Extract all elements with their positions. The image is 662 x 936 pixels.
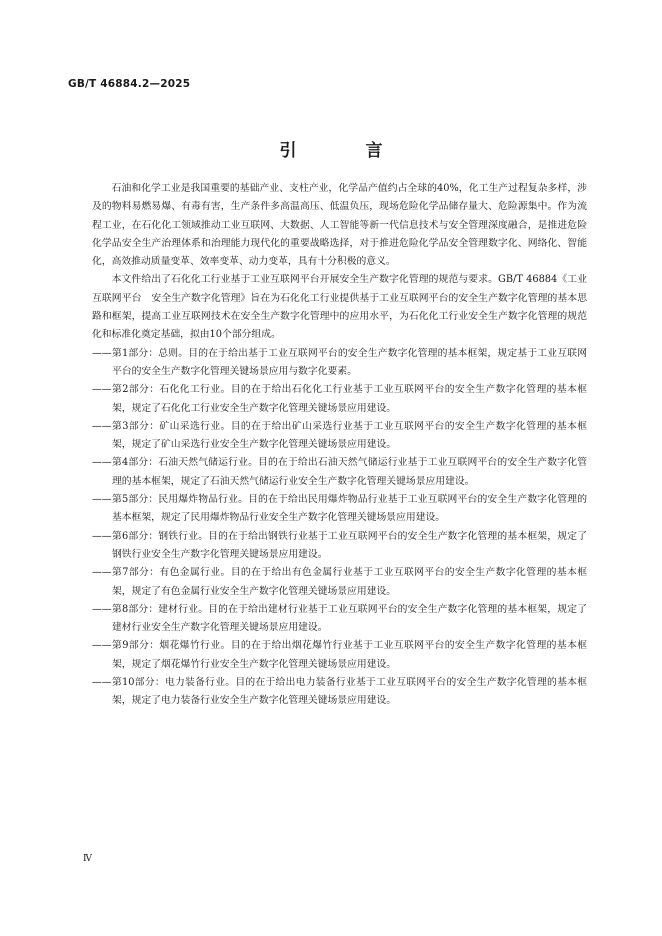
intro-paragraph: 石油和化学工业是我国重要的基础产业、支柱产业，化学品产值约占全球的40%，化工生产过程复杂多样，涉及的物料易燃易爆、有毒有害，生产条件多高温高压、低温负压，现场危险化学品储存量大、危险源集中。作为流程工业，在石化化工领域推动工业互联网、大数据、人工智能等新一代信息技术与安全管理深度融合，是推进危险化学品安全生产治理体系和治理能力现代化的重要战略选择，对于推进危险化学品安全管理数字化、网络化、智能化，高效推动质量变革、效率变革、动力变革，具有十分积极的意义。	[92, 183, 587, 268]
list-dash: ——	[92, 567, 112, 579]
scope-paragraph: 本文件给出了石化化工行业基于工业互联网平台开展安全生产数字化管理的规范与要求。GB/T 46884《工业互联网平台 安全生产数字化管理》旨在为石化化工行业提供基于工业互联网平台的安全生产数字化管理的基本思路和框架，提高工业互联网技术在安全生产数字化管理中的应用水平，为石化化工行业安全生产数字化管理的规范化和标准化奠定基础，拟由10个部分组成。	[92, 274, 587, 341]
list-dash: ——	[92, 347, 112, 359]
list-dash: ——	[92, 677, 112, 689]
part-list-item	[92, 564, 587, 601]
part-list-item	[92, 491, 587, 528]
part-description: 第5部分：民用爆炸物品行业。目的在于给出民用爆炸物品行业基于工业互联网平台的安全生产数字化管理的基本框架，规定了民用爆炸物品行业安全生产数字化管理关键场景应用建设。	[112, 494, 587, 524]
page-title: 引 言	[279, 141, 409, 161]
part-list-item	[92, 528, 587, 565]
list-dash: ——	[92, 420, 112, 432]
standard-code: GB/T 46884.2—2025	[68, 78, 191, 90]
page-number: Ⅳ	[83, 854, 92, 864]
part-description: 第2部分：石化化工行业。目的在于给出石化化工行业基于工业互联网平台的安全生产数字化管理的基本框架，规定了石化化工行业安全生产数字化管理关键场景应用建设。	[112, 384, 587, 414]
part-list-item	[92, 418, 587, 455]
list-dash: ——	[92, 530, 112, 542]
part-description: 第9部分：烟花爆竹行业。目的在于给出烟花爆竹行业基于工业互联网平台的安全生产数字化管理的基本框架，规定了烟花爆竹行业安全生产数字化管理关键场景应用建设。	[112, 640, 587, 670]
list-dash: ——	[92, 603, 112, 615]
part-list-item	[92, 454, 587, 491]
part-description: 第6部分：钢铁行业。目的在于给出钢铁行业基于工业互联网平台的安全生产数字化管理的基本框架，规定了钢铁行业安全生产数字化管理关键场景应用建设。	[112, 530, 587, 560]
part-description: 第8部分：建材行业。目的在于给出建材行业基于工业互联网平台的安全生产数字化管理的基本框架，规定了建材行业安全生产数字化管理关键场景应用建设。	[112, 603, 587, 634]
part-description: 第3部分：矿山采选行业。目的在于给出矿山采选行业基于工业互联网平台的安全生产数字化管理的基本框架，规定了矿山采选行业安全生产数字化管理关键场景应用建设。	[112, 420, 587, 451]
part-list-item	[92, 601, 587, 638]
part-description: 第7部分：有色金属行业。目的在于给出有色金属行业基于工业互联网平台的安全生产数字化管理的基本框架，规定了有色金属行业安全生产数字化管理关键场景应用建设。	[112, 567, 587, 597]
list-dash: ——	[92, 494, 112, 506]
part-list-item	[92, 674, 587, 711]
list-dash: ——	[92, 457, 112, 469]
part-description: 第4部分：石油天然气储运行业。目的在于给出石油天然气储运行业基于工业互联网平台的安全生产数字化管理的基本框架，规定了石油天然气储运行业安全生产数字化管理关键场景应用建设。	[112, 457, 587, 487]
part-list-item	[92, 381, 587, 418]
part-list-item	[92, 637, 587, 674]
list-dash: ——	[92, 640, 112, 652]
part-list-item	[92, 345, 587, 382]
list-dash: ——	[92, 384, 112, 396]
document-body	[92, 180, 587, 711]
part-description: 第1部分：总则。目的在于给出基于工业互联网平台的安全生产数字化管理的基本框架，规定基于工业互联网平台的安全生产数字化管理关键场景应用与数字化要素。	[112, 347, 587, 377]
part-description: 第10部分：电力装备行业。目的在于给出电力装备行业基于工业互联网平台的安全生产数字化管理的基本框架，规定了电力装备行业安全生产数字化管理关键场景应用建设。	[112, 677, 587, 707]
